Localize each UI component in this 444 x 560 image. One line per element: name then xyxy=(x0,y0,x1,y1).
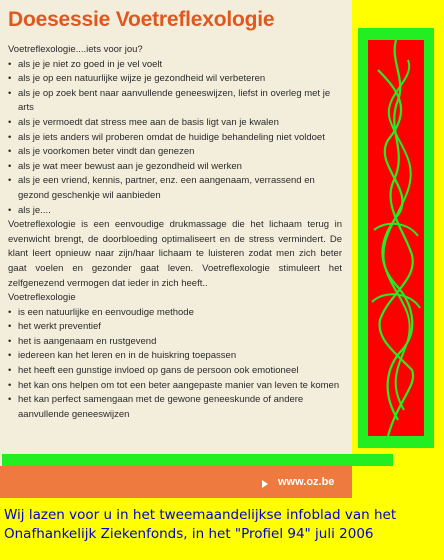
article-paragraph: Voetreflexologie is een eenvoudige drukmassage die het lichaam terug in evenwicht brengt, de doorbloeding optimaliseert en de stress vermindert. De klant leert opnieuw naar zijn/haar lichaam te luisteren zodat men zich beter gaat voelen en gezonder gaat leven. Voetreflexologie stimuleert het zelfgenezend vermogen dat ieder in zich heeft.. xyxy=(8,219,342,289)
list-item: • als je.... xyxy=(8,204,342,219)
arrow-right-icon xyxy=(262,480,268,488)
caption-line-2: Onafhankelijk Ziekenfonds, in het "Profiel 94" juli 2006 xyxy=(4,526,374,542)
list-item: • als je op een natuurlijke wijze je gezondheid wil verbeteren xyxy=(8,72,342,87)
caption xyxy=(4,506,440,544)
list-item: • iedereen kan het leren en in de huiskring toepassen xyxy=(8,349,342,364)
list-item: • als je je niet zo goed in je vel voelt xyxy=(8,58,342,73)
article-footer xyxy=(0,466,352,498)
caption-line-1: Wij lazen voor u in het tweemaandelijkse infoblad van het xyxy=(4,507,397,523)
article-title: Doesessie Voetreflexologie xyxy=(8,8,275,31)
list-item: • als je vermoedt dat stress mee aan de basis ligt van je kwalen xyxy=(8,116,342,131)
list-item: • als je een vriend, kennis, partner, enz. een aangenaam, verrassend en gezond geschenkje wil aanbieden xyxy=(8,174,342,203)
green-highlight-bar xyxy=(2,454,393,466)
list-item: • het heeft een gunstige invloed op gans de persoon ook emotioneel xyxy=(8,364,342,379)
list-item: • het kan perfect samengaan met de gewone geneeskunde of andere aanvullende geneeswijzen xyxy=(8,393,342,422)
list-item: • als je op zoek bent naar aanvullende geneeswijzen, liefst in overleg met je arts xyxy=(8,87,342,116)
list-item: • het is aangenaam en rustgevend xyxy=(8,335,342,350)
benefits-list xyxy=(8,306,342,423)
article-subheading: Voetreflexologie xyxy=(8,292,76,304)
footer-link[interactable]: www.oz.be xyxy=(278,476,335,488)
article-body xyxy=(8,43,342,422)
list-item: • het kan ons helpen om tot een beter aangepaste manier van leven te komen xyxy=(8,379,342,394)
list-item: • het werkt preventief xyxy=(8,320,342,335)
scribble-drawing xyxy=(368,40,424,436)
list-item: • als je iets anders wil proberen omdat de huidige behandeling niet voldoet xyxy=(8,131,342,146)
list-item: • als je wat meer bewust aan je gezondheid wil werken xyxy=(8,160,342,175)
list-item: • is een natuurlijke en eenvoudige methode xyxy=(8,306,342,321)
article-intro: Voetreflexologie....iets voor jou? xyxy=(8,44,143,55)
reasons-list xyxy=(8,58,342,219)
list-item: • als je voorkomen beter vindt dan genezen xyxy=(8,145,342,160)
